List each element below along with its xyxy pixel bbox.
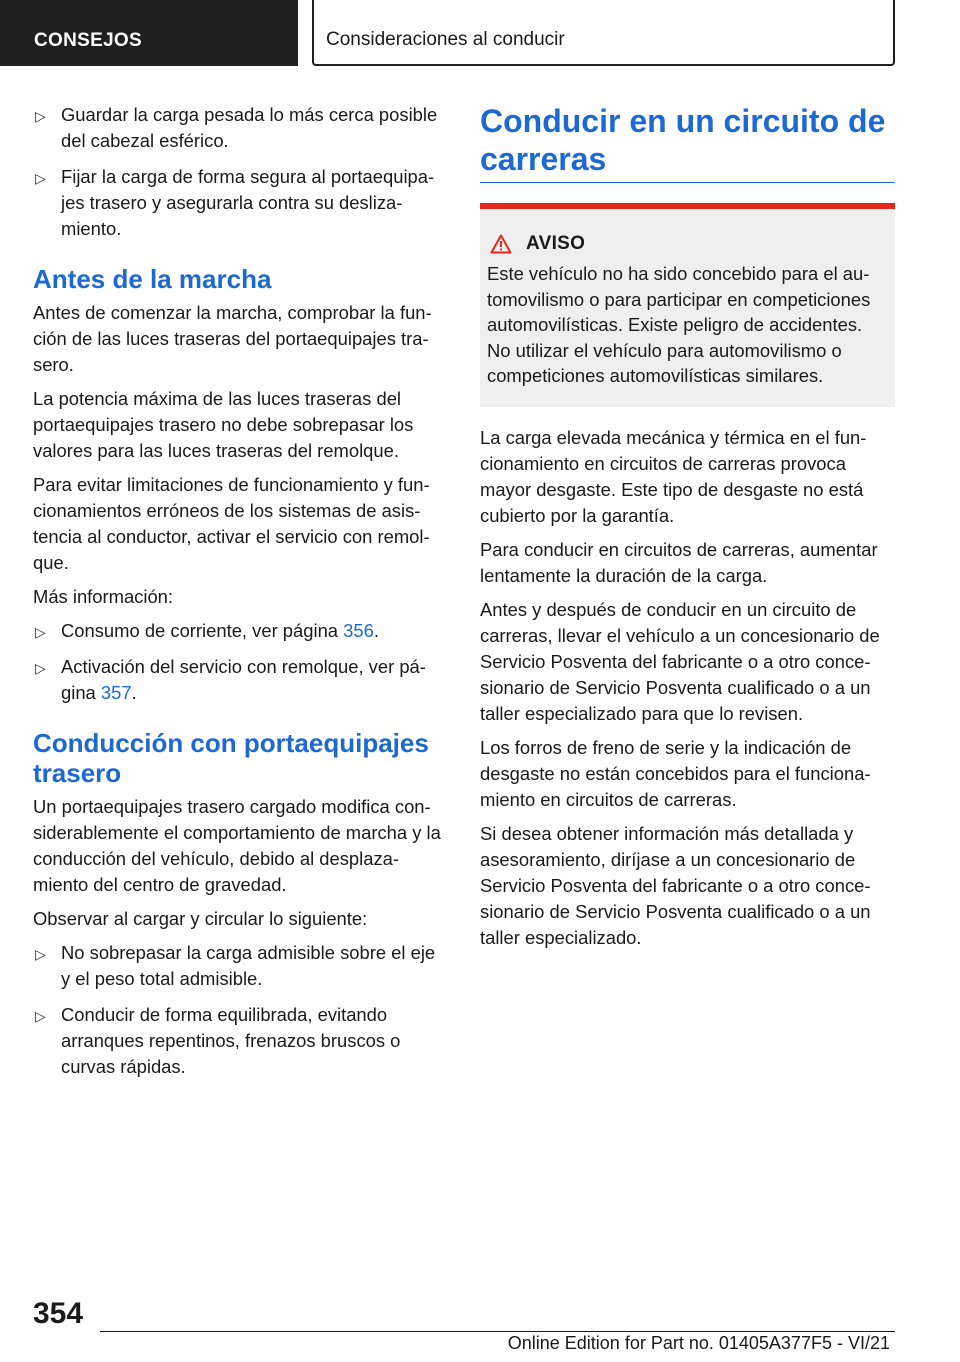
bullet-triangle-icon: ▷: [35, 660, 46, 676]
bullet-triangle-icon: ▷: [35, 624, 46, 640]
list-item: ▷ Fijar la carga de forma segura al portaequipajes trasero y asegurarla contra su deslizamiento.: [35, 166, 435, 239]
paragraph: Más información:: [33, 586, 174, 607]
paragraph: Observar al cargar y circular lo siguiente:: [33, 908, 368, 929]
heading-conduccion-portaequipajes: Conducción con portaequipajes trasero: [33, 728, 429, 788]
left-column: [33, 102, 445, 1090]
warning-text: Este vehículo no ha sido concebido para el automovilismo o para participar en competiciones automovilísticas. Existe peligro de accidentes. No utilizar el vehículo para automovilismo o competiciones automovilísticas similares.: [487, 263, 871, 386]
list-item: ▷ Guardar la carga pesada lo más cerca posible del cabezal esférico.: [35, 104, 438, 151]
paragraph: Antes y después de conducir en un circuito de carreras, llevar el vehículo a un concesionario de Servicio Posventa del fabricante o a otro concesionario de Servicio Posventa cualificado o a un taller especializado para que lo revisen.: [480, 598, 880, 724]
warning-box: [480, 203, 895, 407]
page-number: 354: [33, 1297, 84, 1330]
footer-divider: [100, 1331, 895, 1332]
warning-title: AVISO: [526, 233, 586, 254]
paragraph: La carga elevada mecánica y térmica en el funcionamiento en circuitos de carreras provoca mayor desgaste. Este tipo de desgaste no está cubierto por la garantía.: [480, 426, 867, 526]
paragraph: Antes de comenzar la marcha, comprobar la función de las luces traseras del portaequipajes trasero.: [33, 302, 432, 375]
list-item: ▷ Consumo de corriente, ver página 356.: [33, 618, 445, 644]
right-column: [480, 102, 895, 959]
edition-note: Online Edition for Part no. 01405A377F5 - VI/21: [507, 1333, 890, 1353]
paragraph: La potencia máxima de las luces traseras del portaequipajes trasero no debe sobrepasar los valores para las luces traseras del remolque.: [33, 388, 414, 461]
bullet-triangle-icon: ▷: [35, 170, 46, 186]
warning-header: [487, 231, 885, 257]
heading-circuito-de-carreras: Conducir en un circuito de carreras: [480, 102, 895, 183]
list-item: ▷ Conducir de forma equilibrada, evitando arranques repentinos, frenazos bruscos o curvas rápidas.: [35, 1004, 401, 1077]
page-link-357[interactable]: 357: [100, 682, 132, 703]
chapter-tab: Consideraciones al conducir: [312, 0, 895, 66]
list-item: ▷ Activación del servicio con remolque, ver página 357.: [35, 656, 426, 703]
warning-triangle-icon: [490, 234, 512, 254]
page-link-356[interactable]: 356: [343, 620, 374, 641]
paragraph: Si desea obtener información más detallada y asesoramiento, diríjase a un concesionario de Servicio Posventa del fabricante o a otro concesionario de Servicio Posventa cualificado o a un taller especializado.: [480, 822, 871, 948]
paragraph: Para conducir en circuitos de carreras, aumentar lentamente la duración de la carga.: [480, 538, 878, 586]
bullet-triangle-icon: ▷: [35, 108, 46, 124]
list-item: ▷ No sobrepasar la carga admisible sobre el eje y el peso total admisible.: [35, 942, 436, 989]
section-tab: CONSEJOS: [0, 0, 298, 66]
bullet-triangle-icon: ▷: [35, 946, 46, 962]
paragraph: Un portaequipajes trasero cargado modifica considerablemente el comportamiento de marcha y la conducción del vehículo, debido al desplazamiento del centro de gravedad.: [33, 796, 441, 895]
page-header: [0, 0, 960, 66]
paragraph: Para evitar limitaciones de funcionamiento y funcionamientos erróneos de los sistemas de asistencia al conductor, activar el servicio con remolque.: [33, 474, 430, 573]
heading-antes-de-la-marcha: Antes de la marcha: [33, 264, 272, 294]
bullet-triangle-icon: ▷: [35, 1008, 46, 1024]
paragraph: Los forros de freno de serie y la indicación de desgaste no están concebidos para el funcionamiento en circuitos de carreras.: [480, 736, 871, 810]
